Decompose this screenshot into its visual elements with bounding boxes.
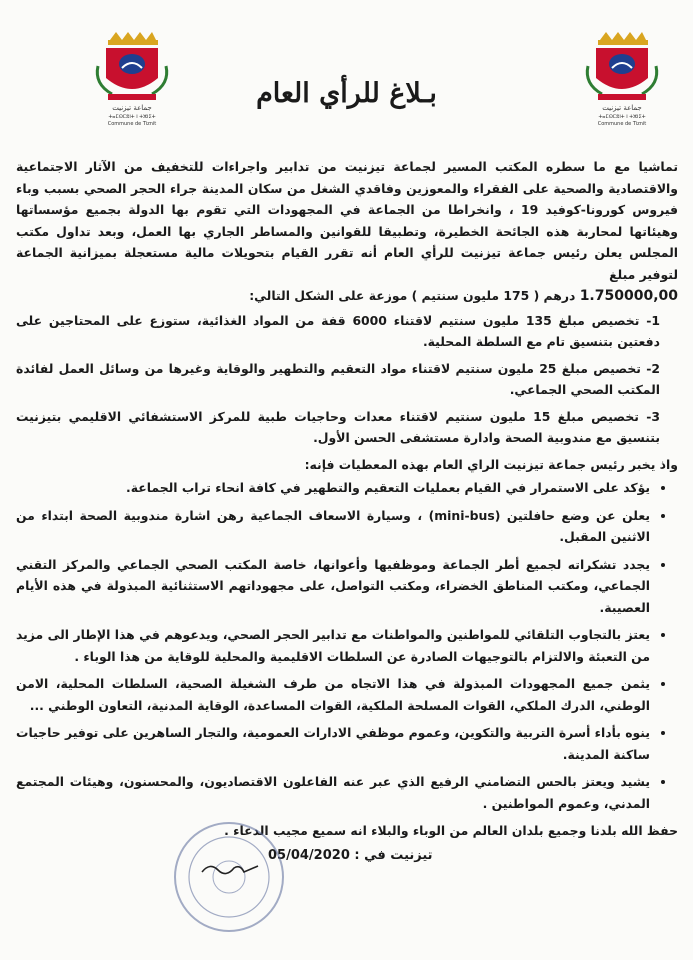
intro-paragraph: تماشيا مع ما سطره المكتب المسير لجماعة تيزنيت من تدابير واجراءات للتخفيف من الآثار الاجتماعية والاقتصادية والصحية على الفقراء والمعوزين وفاقدي الشغل من سكان المدينة جراء الحجر الصحي بسبب وباء فيروس كورونا-كوفيد 19 ، وانخراطا من الجماعة في المجهودات التي تقوم بها الدولة بجميع مؤسساتها وهيئاتها لمحاربة هذه الجائحة الخطيرة، وتطبيقا للقوانين والمساطر الجاري بها العمل، وبعد تداول مكتب المجلس يعلن رئيس جماعة تيزنيت للرأي العام أنه تقرر القيام بتحويلات مالية مستعجلة بميزانية الجماعة لتوفير مبلغ [16, 159, 678, 282]
allocation-item: 1- تخصيص مبلغ 135 مليون سنتيم لاقتناء 6000 قفة من المواد الغذائية، ستوزع على المحتاجين على دفعتين بتنسيق تام مع السلطة المحلية. [16, 312, 660, 349]
svg-text:Commune de Tiznit: Commune de Tiznit [597, 121, 647, 127]
date-label: تيزنيت في : [354, 848, 433, 863]
amount-figure: 1.750000,00 [579, 288, 678, 304]
allocation-item: 3- تخصيص مبلغ 15 مليون سنتيم لاقتناء معدات وحاجيات طبية للمركز الاستشفائي الاقليمي بتيزنيت بتنسيق مع مندوبية الصحة وادارة مستشفى الحسن الأول. [16, 408, 660, 445]
amount-line [16, 285, 678, 308]
svg-text:جماعة تيزنيت: جماعة تيزنيت [602, 104, 642, 112]
svg-text:Commune de Tiznit: Commune de Tiznit [107, 121, 157, 127]
points-list [16, 477, 678, 814]
inform-line: واذ يخبر رئيس جماعة تيزنيت الراي العام بهذه المعطيات فإنه: [304, 456, 678, 472]
svg-text:ⵜⴰⵎⵙⵎⵓⵏⵜ ⵏ ⵜⵣⵏⵉⵜ: ⵜⴰⵎⵙⵎⵓⵏⵜ ⵏ ⵜⵣⵏⵉⵜ [598, 114, 646, 120]
document-body [16, 156, 678, 842]
svg-text:جماعة تيزنيت: جماعة تيزنيت [112, 104, 152, 112]
point-item: • يعلن عن وضع حافلتين (mini-bus) ، وسيارة الاسعاف الجماعية رهن اشارة مندوبية الصحة ابتداء من الاثنين المقبل. [16, 505, 650, 548]
point-item: • يجدد تشكراته لجميع أطر الجماعة وموظفيها وأعوانها، خاصة المكتب الصحي الجماعي والمركز التقني الجماعي، ومكتب المناطق الخضراء، ومكتب التواصل، على مجهوداتهم الاستثنائية المبذولة في هذه الأيام العصيبة. [16, 554, 650, 619]
amount-text: درهم ( 175 مليون سنتيم ) موزعة على الشكل التالي: [249, 288, 576, 303]
point-item: • يعتز بالتجاوب التلقائي للمواطنين والمواطنات مع تدابير الحجر الصحي، ويدعوهم في هذا الإطار الى مزيد من التعبئة والالتزام بالتوجيهات الصادرة عن السلطات الاقليمية والمحلية للوقاية من هذا الوباء . [16, 624, 650, 667]
point-item: • يشيد ويعتز بالحس التضامني الرفيع الذي عبر عنه الفاعلون الاقتصاديون، والمحسنون، وهيئات المجتمع المدني، وعموم المواطنين . [16, 771, 650, 814]
date-value: 05/04/2020 [268, 848, 350, 863]
allocation-item: 2- تخصيص مبلغ 25 مليون سنتيم لاقتناء مواد التعقيم والتطهير والوقاية وغيرها من وسائل العمل لفائدة المكتب الصحي الجماعي. [16, 360, 660, 397]
document-title: بـلاغ للرأي العام [256, 78, 437, 109]
point-item: • يثمن جميع المجهودات المبذولة في هذا الاتجاه من طرف الشغيلة الصحية، السلطات المحلية، الامن الوطني، الدرك الملكي، القوات المسلحة الملكية، القوات المساعدة، الوقاية المدنية، التعاون الوطني ... [16, 673, 650, 716]
svg-text:ⵜⴰⵎⵙⵎⵓⵏⵜ ⵏ ⵜⵣⵏⵉⵜ: ⵜⴰⵎⵙⵎⵓⵏⵜ ⵏ ⵜⵣⵏⵉⵜ [108, 114, 156, 120]
signature [200, 858, 260, 880]
closing-line: حفظ الله بلدنا وجميع بلدان العالم من الوباء والبلاء انه سميع مجيب الدعاء . [224, 823, 678, 838]
point-item: • ينوه بأداء أسرة التربية والتكوين، وعموم موظفي الادارات العمومية، والتجار الساهرين على توفير حاجيات ساكنة المدينة. [16, 722, 650, 765]
point-item: • يؤكد على الاستمرار في القيام بعمليات التعقيم والتطهير في كافة انحاء تراب الجماعة. [16, 477, 650, 499]
dateline [268, 848, 433, 863]
allocations-list [16, 310, 678, 449]
